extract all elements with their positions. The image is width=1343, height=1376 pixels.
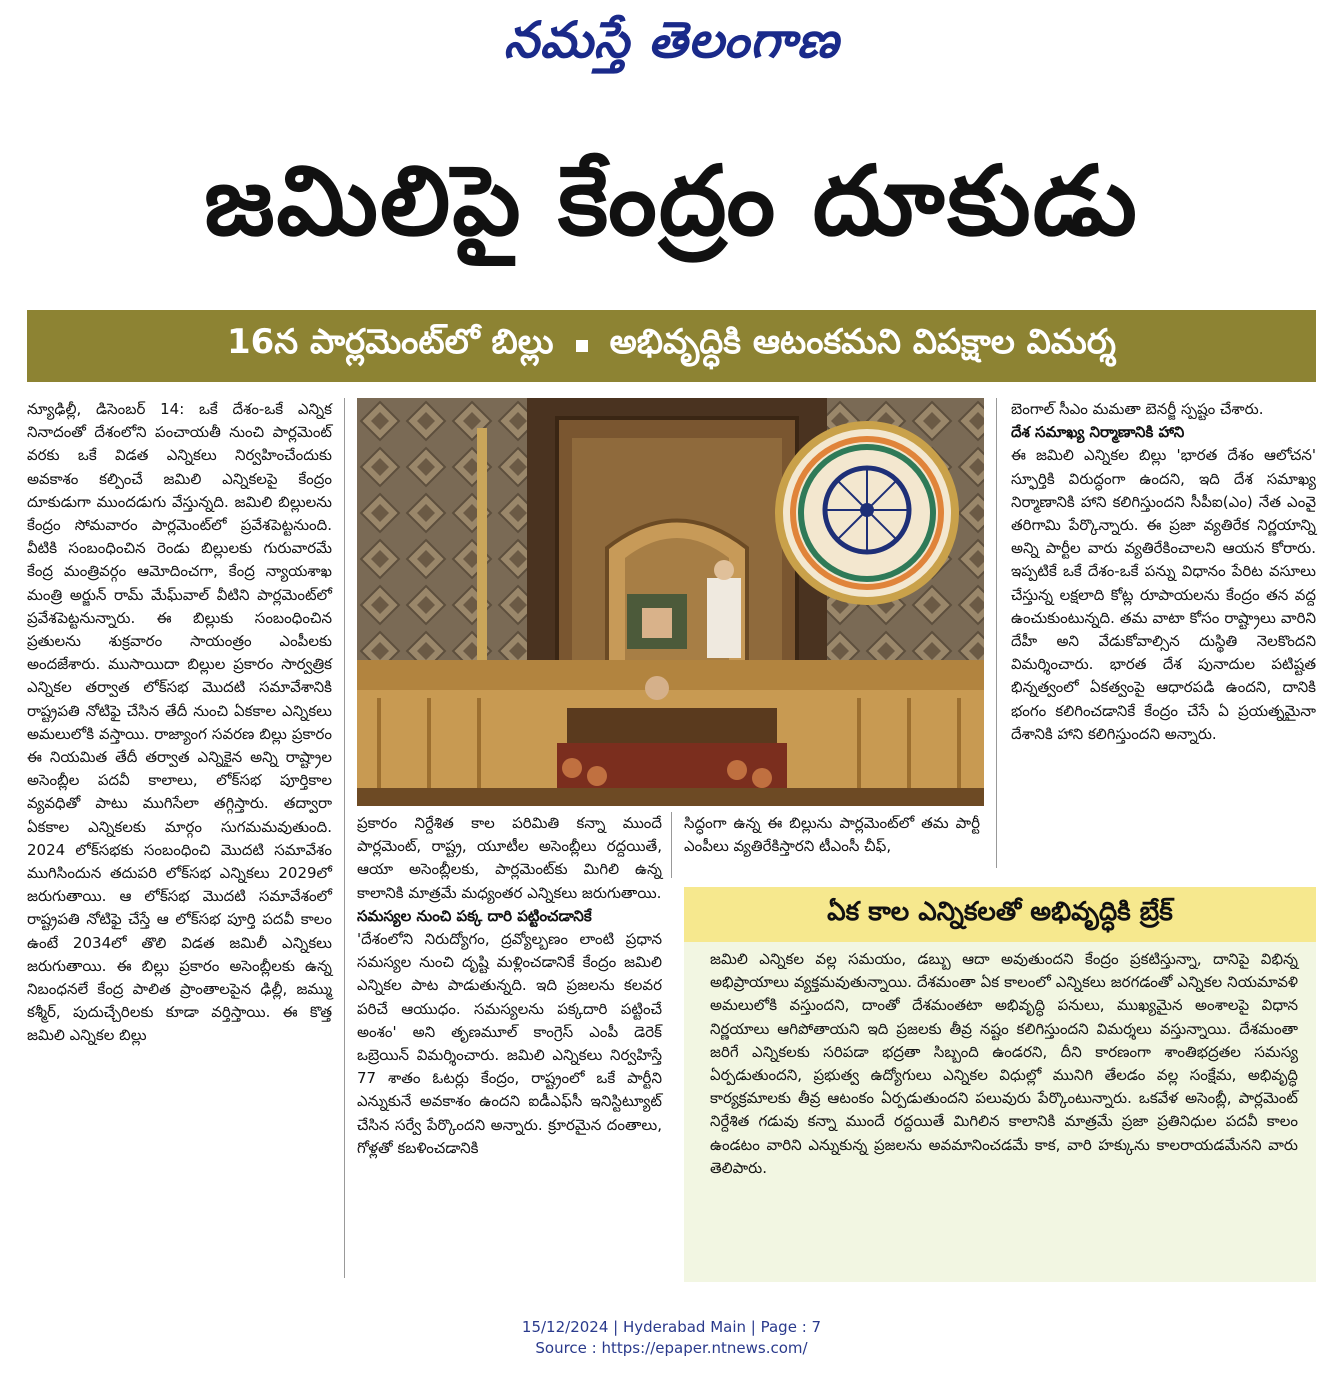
article-paragraph: బెంగాల్ సీఎం మమతా బెనర్జీ స్పష్టం చేశారు. xyxy=(1011,400,1264,418)
section-subheading: దేశ సమాఖ్య నిర్మాణానికి హాని xyxy=(1011,423,1185,442)
article-paragraph: ప్రకారం నిర్దేశిత కాల పరిమితి కన్నా ముందే పార్లమెంట్, రాష్ట్ర, యూటీల అసెంబ్లీలు రద్దయితే, ఆయా అసెంబ్లీలకు, పార్లమెంట్‌కు మిగిలి ఉన్న కాలానికి మాత్రమే మధ్యంతర ఎన్నికలు జరుగుతాయి. xyxy=(357,814,662,902)
article-column-3 xyxy=(684,812,980,858)
article-paragraph: న్యూఢిల్లీ, డిసెంబర్ 14: ఒకే దేశం-ఒకే ఎన్నిక నినాదంతో దేశంలోని పంచాయతీ నుంచి పార్లమెంట్ వరకు ఒకే విడత ఎన్నికలు నిర్వహించేందుకు అవకాశం కల్పించే జమిలి ఎన్నికలపై కేంద్రం దూకుడుగా ముందడుగు వేస్తున్నది. జమిలి బిల్లులను కేంద్రం సోమవారం పార్లమెంట్‌లో ప్రవేశపెట్టనుంది. వీటికి సంబంధించిన రెండు బిల్లులకు గురువారమే కేంద్ర మంత్రివర్గం ఆమోదించగా, కేంద్ర న్యాయశాఖ మంత్రి అర్జున్ రామ్ మేఘ్‌వాల్ వీటిని పార్లమెంట్‌లో ప్రవేశపెట్టనున్నారు. ఈ బిల్లుకు సంబంధించిన ప్రతులను శుక్రవారం సాయంత్రం ఎంపీలకు అందజేశారు. ముసాయిదా బిల్లుల ప్రకారం సార్వత్రిక ఎన్నికల తర్వాత లోక్‌సభ మొదటి సమావేశానికి రాష్ట్రపతి నోటిఫై చేసిన తేదీ నుంచి ఏకకాల ఎన్నికలు అమలులోకి వస్తాయి. రాజ్యాంగ సవరణ బిల్లు ప్రకారం ఈ నియమిత తేదీ తర్వాత ఎన్నికైన అన్ని రాష్ట్రాల అసెంబ్లీల పదవీ కాలాలు, లోక్‌సభ పూర్తికాల వ్యవధితో పాటు ముగిసేలా తగ్గిస్తారు. తద్వారా ఏకకాల ఎన్నికలకు మార్గం సుగమమవుతుంది. 2024 లోక్‌సభకు సంబంధించి మొదటి సమావేశం ముగిసిందున తదుపరి లోక్‌సభ ఎన్నికలు 2029లో జరుగుతాయి. ఆ లోక్‌సభ మొదటి సమావేశంలో రాష్ట్రపతి నోటిఫై చేస్తే ఆ లోక్‌సభ పూర్తి పదవీ కాలం ఉంటే 2034లో తొలి విడత జమిలీ ఎన్నికలు జరుగుతాయి. ఈ బిల్లు ప్రకారం అసెంబ్లీలకు ఉన్న నిబంధనలే కేంద్ర పాలిత ప్రాంతాలపైన ఢిల్లీ, జమ్ము కశ్మీర్, పుదుచ్చేరిలకు కూడా వర్తిస్తాయి. ఈ కొత్త జమిలి ఎన్నికల బిల్లు xyxy=(27,400,332,1045)
newspaper-masthead: నమస్తే తెలంగాణ xyxy=(503,11,840,69)
section-subheading: సమస్యల నుంచి పక్క దారి పట్టించడానికే xyxy=(357,906,592,925)
article-column-4 xyxy=(1011,398,1316,746)
column-divider xyxy=(996,398,997,868)
article-paragraph: ఈ జమిలి ఎన్నికల బిల్లు 'భారత దేశం ఆలోచన' స్ఫూర్తికి విరుద్ధంగా ఉందని, ఇది దేశ సమాఖ్య నిర్మాణానికి హాని కలిగిస్తుందని సీపీఐ(ఎం) నేత ఎంవై తరిగామి పేర్కొన్నారు. ఈ ప్రజా వ్యతిరేక నిర్ణయాన్ని అన్ని పార్టీల వారు వ్యతిరేకించాలని ఆయన కోరారు. ఇప్పటికే ఒకే దేశం-ఒకే పన్ను విధానం పేరిట వసూలు చేస్తున్న లక్షలాది కోట్ల రూపాయలను కేంద్రం తన వద్ద ఉంచుకుంటున్నది. తమ వాటా కోసం రాష్ట్రాలు వారిని దేహీ అని వేడుకోవాల్సిన దుస్థితి నెలకొందని విమర్శించారు. భారత దేశ పునాదుల పటిష్టత భిన్నత్వంలో ఏకత్వంపై ఆధారపడి ఉందని, దానికి భంగం కలిగించడానికే కేంద్రం చేసే ఏ ప్రయత్నమైనా దేశానికి హాని కలిగిస్తుందని అన్నారు. xyxy=(1011,446,1316,743)
column-divider xyxy=(344,398,345,1278)
subheading-bar xyxy=(27,310,1316,382)
sidebar-box-body: జమిలి ఎన్నికల వల్ల సమయం, డబ్బు ఆదా అవుతుందని కేంద్రం ప్రకటిస్తున్నా, దానిపై విభిన్న అభిప్రాయాలు వ్యక్తమవుతున్నాయి. దేశమంతా ఏక కాలంలో ఎన్నికలు జరగడంతో ఎన్నికల నియమావళి అమలులోకి వస్తుందని, దాంతో దేశమంతటా అభివృద్ధి పనులు, ముఖ్యమైన అంశాలపై విధాన నిర్ణయాలు ఆగిపోతాయని ఇది ప్రజలకు తీవ్ర నష్టం కలిగిస్తుందని విమర్శలు వస్తున్నాయి. దేశమంతా జరిగే ఎన్నికలకు సరిపడా భద్రతా సిబ్బంది ఉండరని, దీని కారణంగా శాంతిభద్రతల సమస్య ఏర్పడుతుందని, ప్రభుత్వ ఉద్యోగులు ఎన్నికల విధుల్లో మునిగి తేలడం వల్ల సంక్షేమ, అభివృద్ధి కార్యక్రమాలకు తీవ్ర ఆటంకం ఏర్పడుతుందని పలువురు పేర్కొంటున్నారు. ఒకవేళ అసెంబ్లీ, పార్లమెంట్ నిర్దేశిత గడువు కన్నా ముందే రద్దయితే మిగిలిన కాలానికి మాత్రమే ప్రజా ప్రతినిధుల పదవీ కాలం ఉండటం వారిని ఎన్నుకున్న ప్రజలను అవమానించడమే కాక, వారి హక్కును కాలరాయడమేనని వారు తెలిపారు. xyxy=(684,942,1316,1282)
parliament-photo xyxy=(357,398,984,806)
article-column-1 xyxy=(27,398,332,1048)
article-paragraph: 'దేశంలోని నిరుద్యోగం, ద్రవ్యోల్బణం లాంటి ప్రధాన సమస్యల నుంచి దృష్టి మళ్లించడానికే కేంద్రం జమిలి ఎన్నికల పాట పాడుతున్నది. ఇది ప్రజలను కలవర పరిచే ఆయుధం. సమస్యలను పక్కదారి పట్టించే అంశం' అని తృణమూల్ కాంగ్రెస్ ఎంపీ డెరెక్ ఒబ్రెయిన్ విమర్శించారు. జమిలి ఎన్నికలు నిర్వహిస్తే 77 శాతం ఓటర్లు కేంద్రం, రాష్ట్రంలో ఒకే పార్టీని ఎన్నుకునే అవకాశం ఉందని ఐడీఎఫ్‌సీ ఇనిస్టిట్యూట్ చేసిన సర్వే పేర్కొందని అన్నారు. క్రూరమైన దంతాలు, గోళ్లతో కబళించడానికి xyxy=(357,930,662,1157)
column-divider xyxy=(671,812,672,878)
article-column-2 xyxy=(357,812,662,1160)
article-paragraph: సిద్ధంగా ఉన్న ఈ బిల్లును పార్లమెంట్‌లో తమ పార్టీ ఎంపీలు వ్యతిరేకిస్తారని టీఎంసీ చీఫ్, xyxy=(684,814,980,856)
source-link[interactable]: Source : https://epaper.ntnews.com/ xyxy=(535,1339,808,1357)
square-bullet-icon xyxy=(576,340,588,352)
main-headline: జమిలిపై కేంద్రం దూకుడు xyxy=(204,145,1139,257)
subheading-left: 16న పార్లమెంట్‌లో బిల్లు xyxy=(226,322,554,362)
sidebar-box-heading: ఏక కాల ఎన్నికలతో అభివృద్ధికి బ్రేక్ xyxy=(684,887,1316,942)
edition-info: 15/12/2024 | Hyderabad Main | Page : 7 xyxy=(521,1318,822,1336)
subheading-right: అభివృద్ధికి ఆటంకమని విపక్షాల విమర్శ xyxy=(609,322,1117,362)
